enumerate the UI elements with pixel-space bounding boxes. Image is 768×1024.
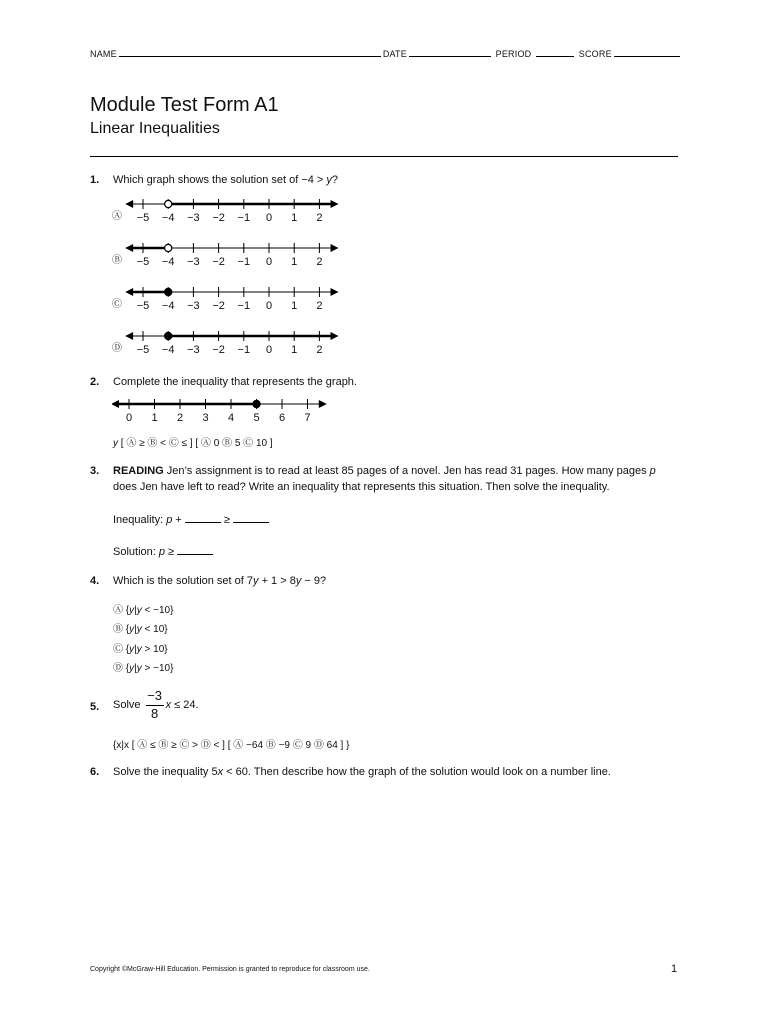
question-text: Which graph shows the solution set of −4 > y? bbox=[113, 174, 339, 186]
score-label: SCORE bbox=[578, 49, 612, 59]
question-number: 3. bbox=[90, 465, 100, 477]
tick-label: 1 bbox=[291, 256, 298, 268]
tick-label: 0 bbox=[125, 412, 133, 424]
inequality-blank-2[interactable] bbox=[233, 512, 269, 523]
tick-label: −2 bbox=[212, 300, 225, 312]
q4-option-b[interactable]: Ⓑ {y|y < 10} bbox=[113, 624, 168, 635]
tick-label: −3 bbox=[187, 344, 200, 356]
option-letter[interactable]: Ⓐ bbox=[112, 211, 122, 222]
tick-label: 2 bbox=[316, 344, 323, 356]
tick-label: −4 bbox=[161, 344, 175, 356]
name-label: NAME bbox=[90, 49, 117, 59]
inequality-blank-1[interactable] bbox=[185, 512, 221, 523]
number-line-svg bbox=[112, 396, 342, 426]
tick-label: −1 bbox=[237, 256, 251, 268]
tick-label: 2 bbox=[316, 300, 323, 312]
period-label: PERIOD bbox=[495, 49, 532, 59]
q4-option-c[interactable]: Ⓒ {y|y > 10} bbox=[113, 644, 168, 655]
name-blank[interactable] bbox=[119, 47, 381, 57]
solution-blank[interactable] bbox=[177, 544, 213, 555]
closed-point bbox=[165, 288, 172, 295]
tick-label: 0 bbox=[265, 344, 273, 356]
page-number: 1 bbox=[671, 963, 678, 975]
student-info-header bbox=[90, 47, 678, 59]
tick-label: 0 bbox=[265, 300, 273, 312]
tick-label: −3 bbox=[187, 256, 200, 268]
tick-label: 4 bbox=[227, 412, 235, 424]
tick-label: −4 bbox=[161, 212, 175, 224]
tick-label: −5 bbox=[136, 212, 150, 224]
tick-label: 3 bbox=[202, 412, 209, 424]
q2-answer-choices[interactable]: y [ Ⓐ ≥ Ⓑ < Ⓒ ≤ ] [ Ⓐ 0 Ⓑ 5 Ⓒ 10 ] bbox=[113, 438, 273, 449]
tick-label: 1 bbox=[291, 300, 298, 312]
number-line-svg bbox=[112, 240, 342, 270]
tick-label: −1 bbox=[237, 344, 251, 356]
option-letter[interactable]: Ⓓ bbox=[112, 343, 122, 354]
page-title: Module Test Form A1 bbox=[90, 94, 279, 116]
question-number: 1. bbox=[90, 174, 100, 186]
number-line-svg bbox=[112, 328, 342, 358]
option-letter[interactable]: Ⓒ bbox=[112, 299, 122, 310]
question-number: 5. bbox=[90, 701, 100, 713]
copyright-footer: Copyright ©McGraw-Hill Education. Permission is granted to reproduce for classroom use. bbox=[90, 966, 370, 973]
period-blank[interactable] bbox=[536, 47, 574, 57]
tick-label: −3 bbox=[187, 300, 200, 312]
tick-label: 2 bbox=[316, 212, 323, 224]
number-line-svg bbox=[112, 196, 342, 226]
tick-label: −2 bbox=[212, 212, 225, 224]
number-line-svg bbox=[112, 284, 342, 314]
tick-label: 6 bbox=[278, 412, 286, 424]
question-text: Which is the solution set of 7y + 1 > 8y − 9? bbox=[113, 575, 327, 587]
tick-label: 0 bbox=[265, 256, 273, 268]
tick-label: −2 bbox=[212, 344, 225, 356]
question-text-line2: does Jen have left to read? Write an inequality that represents this situation. Then solve the inequality. bbox=[113, 481, 610, 493]
question-number: 6. bbox=[90, 766, 100, 778]
q4-option-d[interactable]: Ⓓ {y|y > −10} bbox=[113, 663, 174, 674]
question-text: Solve the inequality 5x < 60. Then describe how the graph of the solution would look on a number line. bbox=[113, 766, 611, 778]
date-blank[interactable] bbox=[409, 47, 491, 57]
q5-answer-choices[interactable]: {x|x [ Ⓐ ≤ Ⓑ ≥ Ⓒ > Ⓓ < ] [ Ⓐ −64 Ⓑ −9 Ⓒ 9 Ⓓ 64 ] } bbox=[113, 740, 350, 751]
q2-number-line bbox=[112, 396, 342, 426]
page-subtitle: Linear Inequalities bbox=[90, 120, 220, 137]
q3-solution: Solution: p ≥ bbox=[113, 544, 213, 558]
tick-label: 5 bbox=[253, 412, 260, 424]
score-blank[interactable] bbox=[614, 47, 680, 57]
left-arrow bbox=[125, 200, 133, 208]
tick-label: −5 bbox=[136, 256, 150, 268]
question-text: READING Jen’s assignment is to read at least 85 pages of a novel. Jen has read 31 pages. How many pages p bbox=[113, 465, 656, 477]
tick-label: −2 bbox=[212, 256, 225, 268]
option-letter[interactable]: Ⓑ bbox=[112, 255, 122, 266]
tick-label: 7 bbox=[304, 412, 311, 424]
date-label: DATE bbox=[382, 49, 407, 59]
right-arrow bbox=[331, 288, 339, 296]
q4-option-a[interactable]: Ⓐ {y|y < −10} bbox=[113, 605, 174, 616]
question-number: 4. bbox=[90, 575, 100, 587]
tick-label: 1 bbox=[151, 412, 158, 424]
q5-expression: Solve $\frac{-3}{8}$ x ≤ 24. bbox=[113, 688, 199, 721]
question-number: 2. bbox=[90, 376, 100, 388]
closed-point bbox=[253, 400, 260, 407]
open-point bbox=[165, 200, 172, 207]
tick-label: −4 bbox=[161, 256, 175, 268]
tick-label: 2 bbox=[316, 256, 323, 268]
tick-label: 2 bbox=[176, 412, 184, 424]
question-text: Complete the inequality that represents the graph. bbox=[113, 376, 357, 388]
fraction: $\frac{-3}{8}$ bbox=[147, 688, 162, 721]
tick-label: −4 bbox=[161, 300, 175, 312]
tick-label: 0 bbox=[265, 212, 273, 224]
left-arrow bbox=[125, 332, 133, 340]
open-point bbox=[165, 244, 172, 251]
closed-point bbox=[165, 332, 172, 339]
q3-inequality: Inequality: p + ≥ bbox=[113, 512, 269, 526]
tick-label: −3 bbox=[187, 212, 200, 224]
tick-label: −5 bbox=[136, 300, 150, 312]
tick-label: 1 bbox=[291, 212, 298, 224]
right-arrow bbox=[319, 400, 327, 408]
title-divider bbox=[90, 156, 678, 157]
tick-label: −1 bbox=[237, 212, 251, 224]
right-arrow bbox=[331, 244, 339, 252]
tick-label: −1 bbox=[237, 300, 251, 312]
tick-label: 1 bbox=[291, 344, 298, 356]
tick-label: −5 bbox=[136, 344, 150, 356]
